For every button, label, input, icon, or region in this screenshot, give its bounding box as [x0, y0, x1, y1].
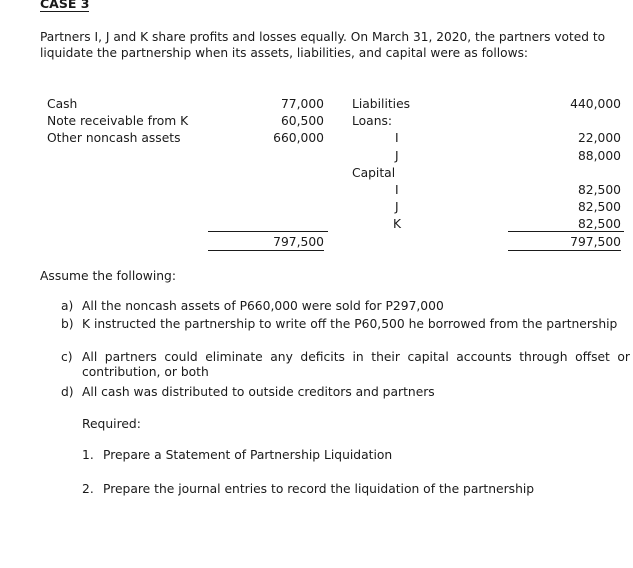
assumption-text-d: All cash was distributed to outside creditors and partners	[82, 385, 435, 399]
capital-label-i: I	[395, 183, 399, 197]
asset-label-cash: Cash	[47, 97, 78, 111]
capital-label-k: K	[393, 217, 402, 231]
case-title: CASE 3	[40, 0, 89, 12]
assumption-text-b: K instructed the partnership to write off the P60,500 he borrowed from the partnership	[82, 317, 618, 331]
required-label: Required:	[82, 417, 141, 431]
assume-heading: Assume the following:	[40, 269, 176, 283]
asset-label-noncash: Other noncash assets	[47, 131, 181, 145]
liabilities-amount: 440,000	[570, 97, 621, 111]
loan-amount-i: 22,000	[577, 131, 621, 145]
intro-paragraph: Partners I, J and K share profits and losses equally. On March 31, 2020, the partners voted to liquidate the partnership when its assets, liabilities, and capital were as follows:	[40, 30, 606, 60]
asset-total: 797,500	[208, 235, 324, 251]
requirement-text-2: Prepare the journal entries to record the liquidation of the partnership	[103, 482, 535, 496]
assumption-text-a: All the noncash assets of P660,000 were sold for P297,000	[82, 299, 444, 313]
capital-amount-k: 82,500	[577, 217, 621, 231]
assumption-letter-b: b)	[61, 317, 74, 331]
capital-amount-j: 82,500	[577, 200, 621, 214]
capital-amount-i: 82,500	[577, 183, 621, 197]
assumption-text-c: All partners could eliminate any deficits in their capital accounts through offset or contribution, or both	[82, 350, 630, 379]
loan-label-j: J	[395, 149, 399, 163]
assumption-letter-a: a)	[61, 299, 74, 313]
loan-label-i: I	[395, 131, 399, 145]
loan-amount-j: 88,000	[577, 149, 621, 163]
capital-label-j: J	[395, 200, 399, 214]
assumption-letter-c: c)	[61, 350, 73, 364]
requirement-text-1: Prepare a Statement of Partnership Liquidation	[103, 448, 393, 462]
asset-total-rule	[208, 231, 328, 232]
asset-amount-cash: 77,000	[280, 97, 324, 111]
asset-amount-noncash: 660,000	[273, 131, 324, 145]
asset-amount-note-receivable: 60,500	[280, 114, 324, 128]
equity-total-rule	[508, 231, 624, 232]
liabilities-label: Liabilities	[352, 97, 411, 111]
equity-total: 797,500	[508, 235, 621, 251]
capital-label: Capital	[352, 166, 396, 180]
requirement-number-1: 1.	[82, 448, 94, 462]
requirement-number-2: 2.	[82, 482, 94, 496]
loans-label: Loans:	[352, 114, 393, 128]
assumption-letter-d: d)	[61, 385, 74, 399]
asset-label-note-receivable: Note receivable from K	[47, 114, 189, 128]
